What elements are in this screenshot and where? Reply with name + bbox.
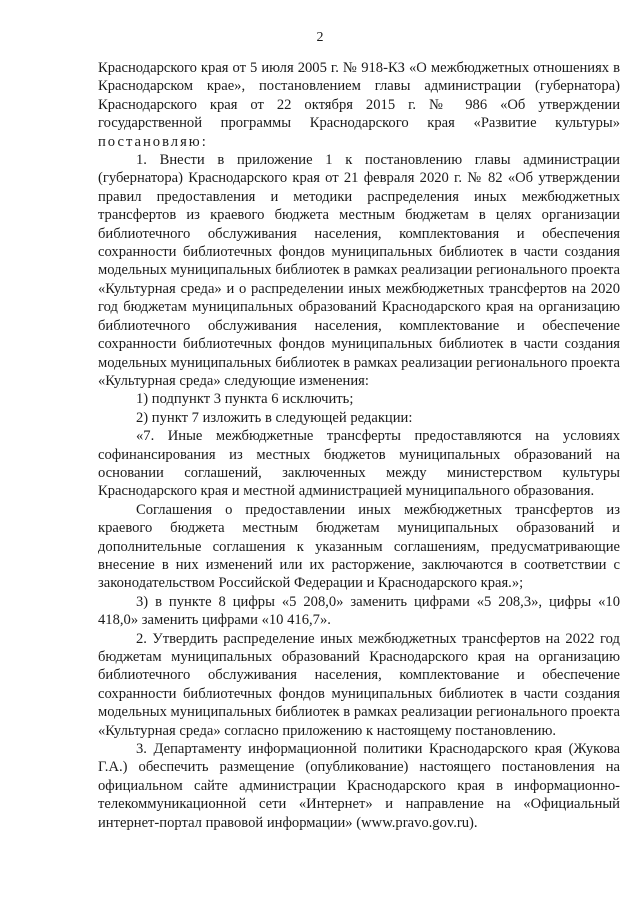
paragraph-new-point-7: «7. Иные межбюджетные трансферты предоставляются на условиях софинансирования из местных бюджетов муниципальных образований на основании соглашений, заключенных между министерством культуры Краснодарского края и местной администрацией муниципального образования. [98,428,620,500]
paragraph-item-2: 2. Утвердить распределение иных межбюджетных трансфертов на 2022 год бюджетам муниципальных образований Краснодарского края на организацию библиотечного обслуживания населения, комплектование и обеспечение сохранности библиотечных фондов муниципальных библиотек в части создания модельных муниципальных библиотек в рамках реализации регионального проекта «Культурная среда» согласно приложению к настоящему постановлению. [98,630,620,739]
paragraph-item-3: 3. Департаменту информационной политики Краснодарского края (Жукова Г.А.) обеспечить размещение (опубликование) настоящего постановления на официальном сайте администрации Краснодарского края в информационно-телекоммуникационной сети «Интернет» и направление на «Официальный интернет-портал правовой информации» (www.pravo.gov.ru). [98,741,620,831]
decree-word: постановляю [98,133,202,150]
document-body [98,59,620,832]
paragraph-subitem-2: 2) пункт 7 изложить в следующей редакции: [136,409,413,426]
page-number: 2 [316,30,324,45]
paragraph-agreements: Соглашения о предоставлении иных межбюджетных трансфертов из краевого бюджета местным бюджетам муниципальных образований и дополнительные соглашения к указанным соглашениям, предусматривающие внесение в них изменений или их расторжение, заключаются в соответствии с законодательством Российской Федерации и Краснодарского края.»; [98,501,620,592]
preamble-colon: : [201,133,206,150]
paragraph-preamble-end [98,59,620,151]
paragraph-item-1: 1. Внести в приложение 1 к постановлению главы администрации (губернатора) Краснодарского края от 21 февраля 2020 г. № 82 «Об утверждении правил предоставления и методики распределения иных межбюджетных трансфертов из краевого бюджета местным бюджетам в целях организации библиотечного обслуживания населения, комплектования и обеспечения сохранности библиотечных фондов муниципальных библиотек в части создания модельных муниципальных библиотек в рамках реализации регионального проекта «Культурная среда» и о распределении иных межбюджетных трансфертов на 2020 год бюджетам муниципальных образований Краснодарского края на организацию библиотечного обслуживания населения, комплектование и обеспечение сохранности библиотечных фондов муниципальных библиотек в части создания модельных муниципальных библиотек в рамках реализации регионального проекта «Культурная среда» следующие изменения: [98,152,620,389]
preamble-text: Краснодарского края от 5 июля 2005 г. № 918-КЗ «О межбюджетных отношениях в Краснодарском крае», постановлением главы администрации (губернатора) Краснодарского края от 22 октября 2015 г. № 986 «Об утверждении государственной программы Краснодарского края «Развитие культуры» [98,60,620,132]
paragraph-subitem-1: 1) подпункт 3 пункта 6 исключить; [136,391,354,408]
paragraph-subitem-3: 3) в пункте 8 цифры «5 208,0» заменить цифрами «5 208,3», цифры «10 418,0» заменить цифрами «10 416,7». [98,593,620,629]
